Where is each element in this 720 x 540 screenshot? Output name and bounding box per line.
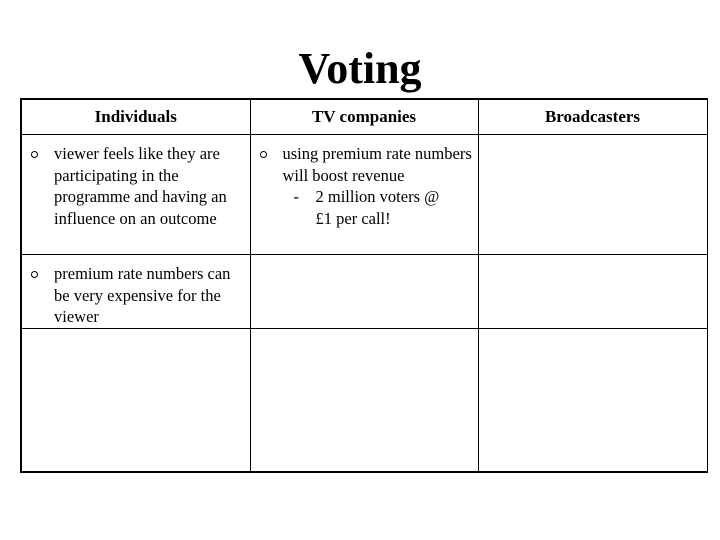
- bullet-item: premium rate numbers can be very expensive for the viewer: [22, 255, 250, 328]
- table-row: [21, 255, 707, 329]
- voting-table: [20, 98, 708, 473]
- cell-broadcasters: [478, 255, 707, 329]
- sub-item-line1: 2 million voters @: [315, 187, 440, 206]
- cell-individuals: [21, 255, 250, 329]
- cell-empty: [478, 328, 707, 472]
- dash-marker: -: [293, 187, 299, 206]
- header-individuals: Individuals: [21, 99, 250, 135]
- cell-empty: [21, 328, 250, 472]
- sub-item-line2: £1 per call!: [315, 208, 391, 228]
- cell-tv-companies: [250, 135, 478, 255]
- header-row: [21, 99, 707, 135]
- table-row-empty: [21, 328, 707, 472]
- bullet-item: viewer feels like they are participating in the programme and having an influence on an outcome: [22, 135, 250, 229]
- cell-broadcasters: [478, 135, 707, 255]
- table-row: [21, 135, 707, 255]
- cell-individuals: [21, 135, 250, 255]
- header-broadcasters: Broadcasters: [478, 99, 707, 135]
- header-tv-companies: TV companies: [250, 99, 478, 135]
- cell-empty: [250, 328, 478, 472]
- cell-tv-companies: [250, 255, 478, 329]
- slide-title: Voting: [298, 44, 422, 93]
- bullet-item: using premium rate numbers will boost revenue: [251, 135, 478, 186]
- sub-item: [251, 186, 478, 229]
